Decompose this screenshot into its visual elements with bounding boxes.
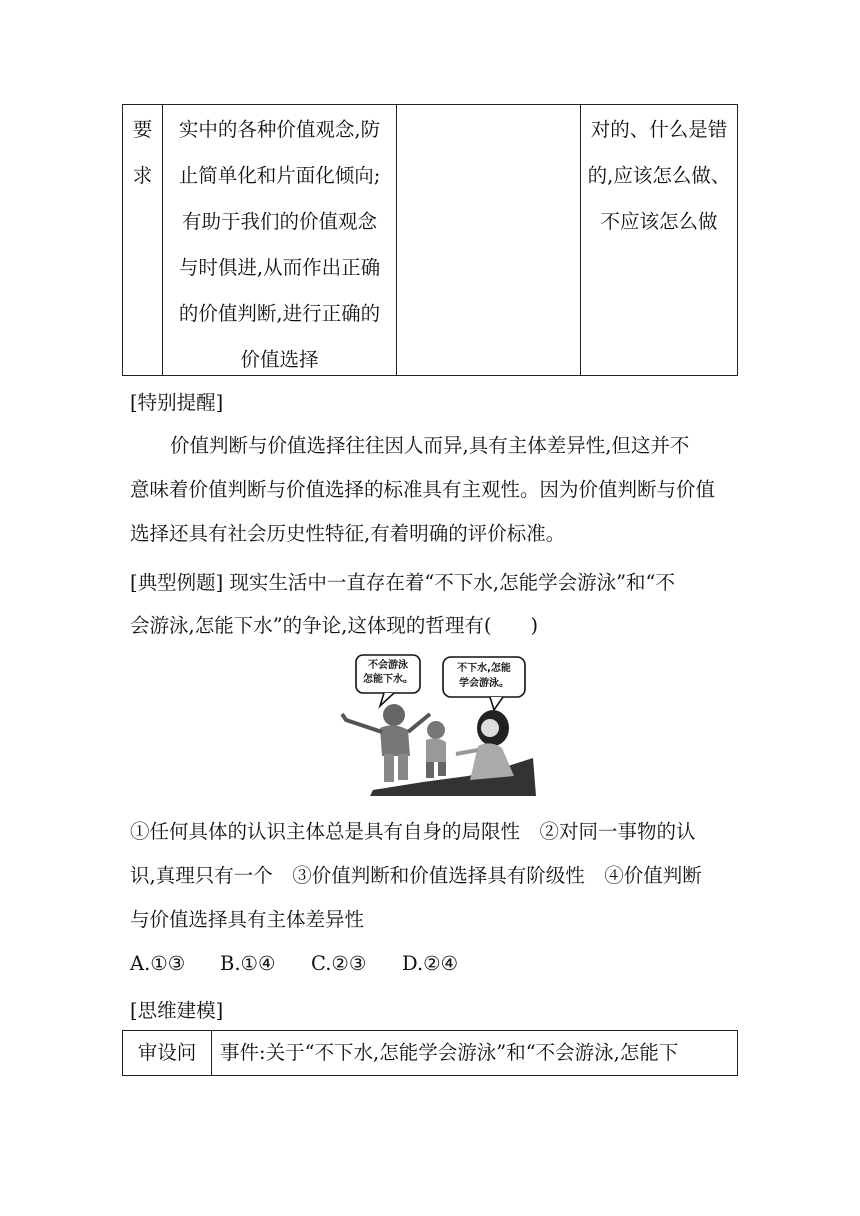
reminder-line: 意味着价值判断与价值选择的标准具有主观性。因为价值判断与价值 — [130, 478, 716, 501]
bubble-line: 怎能下水。 — [363, 674, 413, 685]
statement-line: 与价值选择具有主体差异性 — [130, 908, 365, 931]
table-cell-line: 有助于我们的价值观念 — [181, 210, 377, 233]
bubble-line: 不会游泳 — [368, 660, 408, 671]
cartoon-illustration — [318, 650, 540, 796]
modeling-row-label: 审设问 — [137, 1041, 197, 1064]
reminder-heading: [特别提醒] — [130, 391, 224, 414]
table-cell-line: 止简单化和片面化倾向; — [178, 164, 381, 187]
table-col-right — [581, 107, 737, 375]
bubble-right-text — [445, 661, 523, 691]
statement-line: ①任何具体的认识主体总是具有自身的局限性 ②对同一事物的认 — [130, 820, 696, 843]
modeling-row-text: 事件:关于“不下水,怎能学会游泳”和“不会游泳,怎能下 — [220, 1041, 679, 1064]
table-col-content — [163, 107, 396, 375]
reminder-line: 价值判断与价值选择往往因人而异,具有主体差异性,但这并不 — [170, 434, 690, 457]
statement-line: 识,真理只有一个 ③价值判断和价值选择具有阶级性 ④价值判断 — [130, 864, 702, 887]
reminder-line: 选择还具有社会历史性特征,有着明确的评价标准。 — [130, 522, 566, 545]
option-d: D.②④ — [402, 952, 459, 975]
example-line: 会游泳,怎能下水”的争论,这体现的哲理有( ) — [130, 614, 539, 637]
bubble-left-text — [358, 659, 418, 687]
table-cell-line: 与时俱进,从而作出正确 — [178, 256, 381, 279]
table-cell-line: 对的、什么是错 — [590, 118, 728, 141]
table-cell-line: 的,应该怎么做、 — [587, 164, 731, 187]
example-line: [典型例题] 现实生活中一直存在着“不下水,怎能学会游泳”和“不 — [130, 571, 676, 594]
table-cell-line: 不应该怎么做 — [600, 210, 718, 233]
modeling-heading: [思维建模] — [130, 999, 224, 1022]
option-b: B.①④ — [220, 952, 276, 975]
bubble-line: 不下水,怎能 — [457, 663, 511, 674]
table-cell-line: 求 — [132, 164, 153, 187]
bubble-line: 学会游泳。 — [459, 678, 509, 689]
table-cell-line: 的价值判断,进行正确的 — [178, 302, 381, 325]
option-c: C.②③ — [311, 952, 367, 975]
table-cell-line: 实中的各种价值观念,防 — [178, 118, 381, 141]
table-cell-line: 要 — [132, 118, 153, 141]
table-cell-line: 价值选择 — [240, 348, 319, 371]
table-col-label — [123, 107, 162, 375]
option-a: A.①③ — [130, 952, 186, 975]
table-col-empty — [397, 107, 580, 375]
